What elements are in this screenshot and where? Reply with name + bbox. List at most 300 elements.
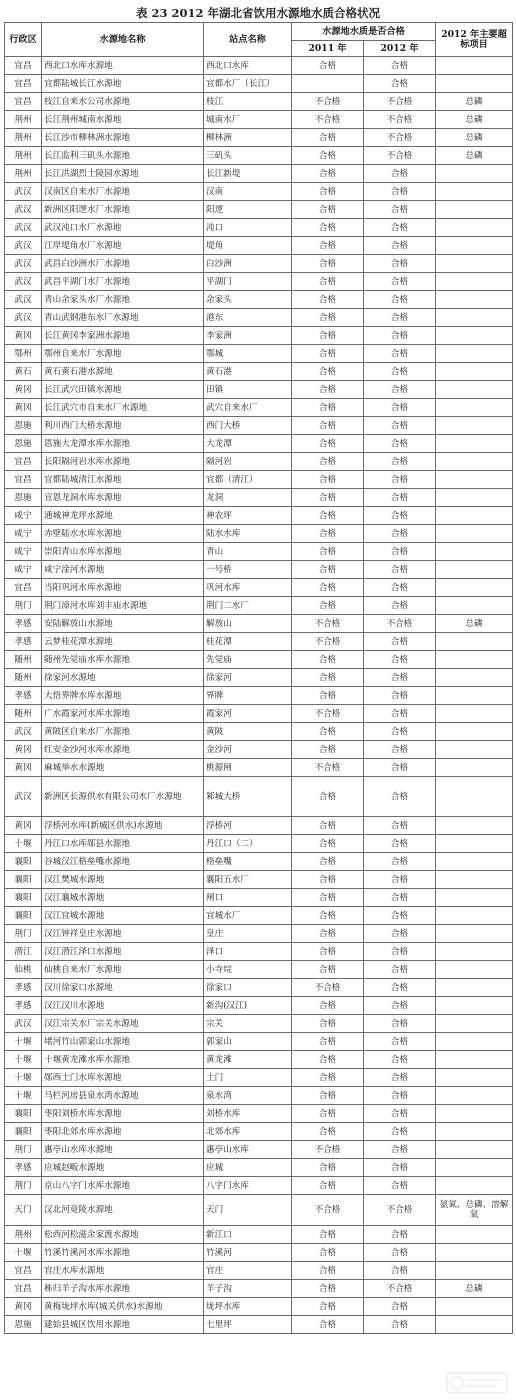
cell-source: 鄂州自来水厂水源地 xyxy=(42,345,204,363)
cell-station: 一号桥 xyxy=(204,561,292,579)
cell-region: 咸宁 xyxy=(5,525,42,543)
cell-2011: 合格 xyxy=(292,777,364,817)
cell-2011: 合格 xyxy=(292,471,364,489)
cell-exceed xyxy=(436,1033,513,1051)
table-row xyxy=(5,651,513,669)
cell-region: 随州 xyxy=(5,651,42,669)
cell-region: 武汉 xyxy=(5,291,42,309)
cell-exceed xyxy=(436,471,513,489)
cell-2011: 合格 xyxy=(292,943,364,961)
cell-2012: 合格 xyxy=(364,943,436,961)
cell-station: 格垒嘴 xyxy=(204,853,292,871)
cell-exceed xyxy=(436,273,513,291)
table-row xyxy=(5,687,513,705)
cell-exceed xyxy=(436,579,513,597)
cell-region: 随州 xyxy=(5,669,42,687)
table-row xyxy=(5,201,513,219)
cell-region: 孝感 xyxy=(5,633,42,651)
cell-region: 武汉 xyxy=(5,237,42,255)
cell-source: 长江洪湖烈士陵园水源地 xyxy=(42,165,204,183)
cell-station: 神农坪 xyxy=(204,507,292,525)
table-row xyxy=(5,273,513,291)
cell-station: 小寺垸 xyxy=(204,961,292,979)
cell-2011: 合格 xyxy=(292,399,364,417)
cell-source: 惠亭山水库水源地 xyxy=(42,1141,204,1159)
cell-region: 荆门 xyxy=(5,1141,42,1159)
cell-2012: 合格 xyxy=(364,651,436,669)
cell-exceed xyxy=(436,363,513,381)
cell-source: 恩施大龙潭水库水源地 xyxy=(42,435,204,453)
cell-2011: 不合格 xyxy=(292,1195,364,1226)
cell-2011: 合格 xyxy=(292,1226,364,1244)
cell-exceed xyxy=(436,75,513,93)
cell-station: 泽口 xyxy=(204,943,292,961)
cell-region: 十堰 xyxy=(5,1051,42,1069)
cell-2011: 合格 xyxy=(292,889,364,907)
cell-2012: 合格 xyxy=(364,201,436,219)
cell-exceed xyxy=(436,525,513,543)
cell-exceed xyxy=(436,381,513,399)
cell-source: 应城赵畈水源地 xyxy=(42,1159,204,1177)
cell-2012: 不合格 xyxy=(364,111,436,129)
cell-station: 汉南 xyxy=(204,183,292,201)
cell-exceed xyxy=(436,1316,513,1334)
cell-2012: 合格 xyxy=(364,1105,436,1123)
table-row xyxy=(5,1159,513,1177)
cell-exceed xyxy=(436,399,513,417)
cell-2012: 合格 xyxy=(364,979,436,997)
cell-region: 荆州 xyxy=(5,129,42,147)
cell-source: 堵河竹山郭家山水源地 xyxy=(42,1033,204,1051)
cell-station: 田镇 xyxy=(204,381,292,399)
cell-region: 仙桃 xyxy=(5,961,42,979)
cell-exceed xyxy=(436,327,513,345)
cell-region: 黄冈 xyxy=(5,741,42,759)
cell-source: 汉江汉川水源地 xyxy=(42,997,204,1015)
cell-region: 黄石 xyxy=(5,363,42,381)
cell-exceed xyxy=(436,201,513,219)
cell-exceed xyxy=(436,597,513,615)
cell-source: 黄梅垅坪水库(城关供水)水源地 xyxy=(42,1298,204,1316)
cell-2012: 合格 xyxy=(364,237,436,255)
cell-exceed xyxy=(436,1051,513,1069)
table-row xyxy=(5,1069,513,1087)
cell-exceed xyxy=(436,1159,513,1177)
cell-2011: 不合格 xyxy=(292,1141,364,1159)
cell-source: 长江武穴田镇水源地 xyxy=(42,381,204,399)
cell-station: 隔河岩 xyxy=(204,453,292,471)
cell-station: 白沙洲 xyxy=(204,255,292,273)
cell-region: 随州 xyxy=(5,705,42,723)
cell-exceed xyxy=(436,1069,513,1087)
cell-2011: 合格 xyxy=(292,165,364,183)
cell-2012: 合格 xyxy=(364,399,436,417)
cell-2012: 合格 xyxy=(364,1123,436,1141)
cell-source: 武汉沌口水厂水源地 xyxy=(42,219,204,237)
cell-2011: 合格 xyxy=(292,1280,364,1298)
cell-region: 黄冈 xyxy=(5,759,42,777)
cell-2011: 合格 xyxy=(292,1051,364,1069)
cell-source: 宣恩龙洞水库水源地 xyxy=(42,489,204,507)
cell-2012: 合格 xyxy=(364,1298,436,1316)
cell-region: 武汉 xyxy=(5,219,42,237)
cell-2012: 合格 xyxy=(364,273,436,291)
cell-source: 汉川徐家口水源地 xyxy=(42,979,204,997)
cell-source: 郧西土门水库水源地 xyxy=(42,1069,204,1087)
header-station: 站点名称 xyxy=(204,23,292,57)
cell-exceed xyxy=(436,453,513,471)
cell-2011: 合格 xyxy=(292,147,364,165)
cell-exceed xyxy=(436,489,513,507)
cell-exceed xyxy=(436,57,513,75)
cell-region: 武汉 xyxy=(5,273,42,291)
cell-station: 宜都水厂（长江） xyxy=(204,75,292,93)
table-row xyxy=(5,979,513,997)
cell-2012: 不合格 xyxy=(364,129,436,147)
cell-2012: 合格 xyxy=(364,417,436,435)
cell-region: 宜昌 xyxy=(5,453,42,471)
cell-2012: 合格 xyxy=(364,961,436,979)
cell-exceed xyxy=(436,1015,513,1033)
cell-2012: 合格 xyxy=(364,907,436,925)
table-row xyxy=(5,435,513,453)
cell-source: 谷城汉江格垒嘴水源地 xyxy=(42,853,204,871)
cell-source: 官庄水库水源地 xyxy=(42,1262,204,1280)
table-row xyxy=(5,705,513,723)
table-row xyxy=(5,853,513,871)
cell-station: 城南水厂 xyxy=(204,111,292,129)
cell-station: 黄龙滩 xyxy=(204,1051,292,1069)
table-row xyxy=(5,1280,513,1298)
table-row xyxy=(5,129,513,147)
cell-2012: 不合格 xyxy=(364,1195,436,1226)
cell-region: 黄冈 xyxy=(5,817,42,835)
cell-exceed xyxy=(436,1262,513,1280)
cell-2011: 合格 xyxy=(292,741,364,759)
cell-exceed xyxy=(436,1123,513,1141)
cell-2011: 不合格 xyxy=(292,111,364,129)
cell-exceed xyxy=(436,705,513,723)
cell-exceed xyxy=(436,183,513,201)
table-row xyxy=(5,871,513,889)
watermark-logo-icon xyxy=(446,1372,508,1394)
header-2011: 2011 年 xyxy=(292,41,364,57)
header-source: 水源地名称 xyxy=(42,23,204,57)
table-row xyxy=(5,597,513,615)
cell-region: 恩施 xyxy=(5,417,42,435)
table-row xyxy=(5,183,513,201)
cell-region: 襄阳 xyxy=(5,853,42,871)
cell-station: 闸口 xyxy=(204,889,292,907)
cell-2012: 合格 xyxy=(364,525,436,543)
cell-exceed: 总磷 xyxy=(436,1280,513,1298)
cell-2012: 合格 xyxy=(364,165,436,183)
table-row xyxy=(5,75,513,93)
cell-2011: 合格 xyxy=(292,1033,364,1051)
cell-2011: 合格 xyxy=(292,183,364,201)
table-row xyxy=(5,165,513,183)
cell-2011: 合格 xyxy=(292,579,364,597)
cell-2011: 合格 xyxy=(292,543,364,561)
cell-2012: 合格 xyxy=(364,835,436,853)
cell-2012: 合格 xyxy=(364,687,436,705)
cell-source: 宜都陆城长江水源地 xyxy=(42,75,204,93)
cell-exceed: 氨氮、总磷、溶解氧 xyxy=(436,1195,513,1226)
cell-station: 皇庄 xyxy=(204,925,292,943)
table-row xyxy=(5,1051,513,1069)
cell-region: 咸宁 xyxy=(5,507,42,525)
table-row xyxy=(5,615,513,633)
cell-exceed xyxy=(436,1177,513,1195)
table-row xyxy=(5,345,513,363)
cell-exceed xyxy=(436,165,513,183)
cell-region: 恩施 xyxy=(5,435,42,453)
table-row xyxy=(5,147,513,165)
cell-station: 应城 xyxy=(204,1159,292,1177)
cell-exceed xyxy=(436,417,513,435)
page-title: 表 23 2012 年湖北省饮用水源地水质合格状况 xyxy=(135,6,381,20)
table-row xyxy=(5,219,513,237)
cell-2012: 合格 xyxy=(364,183,436,201)
table-row xyxy=(5,399,513,417)
cell-2011: 合格 xyxy=(292,129,364,147)
table-row xyxy=(5,1177,513,1195)
cell-station: 丹江口（二） xyxy=(204,835,292,853)
cell-2012: 合格 xyxy=(364,579,436,597)
cell-2011: 合格 xyxy=(292,417,364,435)
cell-2012: 合格 xyxy=(364,1051,436,1069)
cell-station: 霞家河 xyxy=(204,705,292,723)
cell-source: 新洲区阳逻水厂水源地 xyxy=(42,201,204,219)
cell-region: 宜昌 xyxy=(5,93,42,111)
cell-station: 界牌 xyxy=(204,687,292,705)
cell-exceed: 总磷 xyxy=(436,93,513,111)
cell-exceed xyxy=(436,219,513,237)
cell-region: 宜昌 xyxy=(5,471,42,489)
table-row xyxy=(5,57,513,75)
cell-2012: 合格 xyxy=(364,381,436,399)
header-region: 行政区 xyxy=(5,23,42,57)
cell-station: 羊子沟 xyxy=(204,1280,292,1298)
cell-2011: 合格 xyxy=(292,1105,364,1123)
cell-2011: 合格 xyxy=(292,925,364,943)
cell-source: 安陆解放山水源地 xyxy=(42,615,204,633)
cell-source: 竹溪竹溪河水库水源地 xyxy=(42,1244,204,1262)
cell-2011: 合格 xyxy=(292,345,364,363)
cell-station: 西门大桥 xyxy=(204,417,292,435)
cell-region: 襄阳 xyxy=(5,889,42,907)
cell-station: 宜城水厂 xyxy=(204,907,292,925)
cell-2012: 合格 xyxy=(364,507,436,525)
table-row xyxy=(5,759,513,777)
table-row xyxy=(5,961,513,979)
cell-station: 郭家山 xyxy=(204,1033,292,1051)
cell-2012: 合格 xyxy=(364,363,436,381)
cell-2012: 合格 xyxy=(364,57,436,75)
cell-source: 汉江宗关水厂宗关水源地 xyxy=(42,1015,204,1033)
cell-region: 天门 xyxy=(5,1195,42,1226)
cell-exceed xyxy=(436,741,513,759)
cell-2012: 合格 xyxy=(364,1069,436,1087)
cell-exceed xyxy=(436,961,513,979)
cell-station: 浮桥河 xyxy=(204,817,292,835)
cell-source: 利川西门大桥水源地 xyxy=(42,417,204,435)
cell-2012: 合格 xyxy=(364,1262,436,1280)
cell-source: 仙桃自来水厂水源地 xyxy=(42,961,204,979)
cell-2012: 不合格 xyxy=(364,615,436,633)
cell-station: 解放山 xyxy=(204,615,292,633)
table-row xyxy=(5,1141,513,1159)
cell-station: 刘桥水库 xyxy=(204,1105,292,1123)
water-quality-table xyxy=(4,22,513,1334)
cell-source: 黄陂区自来水厂水源地 xyxy=(42,723,204,741)
cell-source: 武昌平湖门水厂水源地 xyxy=(42,273,204,291)
cell-exceed xyxy=(436,723,513,741)
table-row xyxy=(5,327,513,345)
table-row xyxy=(5,817,513,835)
cell-2012: 合格 xyxy=(364,705,436,723)
cell-2011 xyxy=(292,75,364,93)
cell-station: 长江新堤 xyxy=(204,165,292,183)
cell-exceed xyxy=(436,817,513,835)
cell-2011: 不合格 xyxy=(292,979,364,997)
cell-2012: 合格 xyxy=(364,1033,436,1051)
cell-station: 黄石港 xyxy=(204,363,292,381)
cell-region: 武汉 xyxy=(5,309,42,327)
cell-source: 枣阳北郊水库水源地 xyxy=(42,1123,204,1141)
cell-region: 孝感 xyxy=(5,979,42,997)
cell-source: 江岸堤角水厂水源地 xyxy=(42,237,204,255)
cell-2011: 合格 xyxy=(292,1262,364,1280)
cell-region: 襄阳 xyxy=(5,1105,42,1123)
cell-2012: 合格 xyxy=(364,633,436,651)
table-row xyxy=(5,943,513,961)
cell-exceed xyxy=(436,651,513,669)
cell-station: 武穴自来水厂 xyxy=(204,399,292,417)
cell-2012: 合格 xyxy=(364,327,436,345)
cell-2011: 合格 xyxy=(292,835,364,853)
cell-source: 秭归羊子沟水库水源地 xyxy=(42,1280,204,1298)
cell-source: 十堰黄龙滩水库水源地 xyxy=(42,1051,204,1069)
cell-station: 鄂城 xyxy=(204,345,292,363)
cell-station: 宗关 xyxy=(204,1015,292,1033)
cell-2011: 合格 xyxy=(292,687,364,705)
cell-region: 孝感 xyxy=(5,997,42,1015)
cell-2012: 合格 xyxy=(364,561,436,579)
table-row xyxy=(5,1244,513,1262)
table-row xyxy=(5,507,513,525)
cell-source: 汉江樊城水源地 xyxy=(42,871,204,889)
cell-station: 徐家口 xyxy=(204,979,292,997)
cell-region: 宜昌 xyxy=(5,1280,42,1298)
cell-source: 京山八字门水库水源地 xyxy=(42,1177,204,1195)
cell-2012: 合格 xyxy=(364,997,436,1015)
cell-source: 青山武钢港东水厂水源地 xyxy=(42,309,204,327)
cell-station: 襄阳五水厂 xyxy=(204,871,292,889)
cell-2012: 合格 xyxy=(364,1316,436,1334)
cell-region: 十堰 xyxy=(5,1033,42,1051)
cell-station: 土门 xyxy=(204,1069,292,1087)
cell-exceed xyxy=(436,561,513,579)
cell-2011: 合格 xyxy=(292,817,364,835)
cell-source: 赤壁陆水水库水源地 xyxy=(42,525,204,543)
cell-2012: 合格 xyxy=(364,435,436,453)
cell-source: 长江沙市柳林洲水源地 xyxy=(42,129,204,147)
cell-exceed xyxy=(436,687,513,705)
cell-2011: 合格 xyxy=(292,309,364,327)
cell-exceed xyxy=(436,979,513,997)
table-row xyxy=(5,1298,513,1316)
table-row xyxy=(5,561,513,579)
cell-exceed xyxy=(436,309,513,327)
cell-region: 武汉 xyxy=(5,723,42,741)
cell-exceed xyxy=(436,507,513,525)
table-row xyxy=(5,1015,513,1033)
cell-region: 十堰 xyxy=(5,835,42,853)
cell-region: 宜昌 xyxy=(5,75,42,93)
cell-region: 武汉 xyxy=(5,1015,42,1033)
cell-region: 咸宁 xyxy=(5,561,42,579)
cell-source: 汉江襄城水源地 xyxy=(42,889,204,907)
table-row xyxy=(5,1105,513,1123)
cell-region: 宜昌 xyxy=(5,57,42,75)
cell-source: 新洲区长源供水有限公司水厂水源地 xyxy=(42,777,204,817)
table-body xyxy=(5,57,513,1334)
cell-2011: 不合格 xyxy=(292,615,364,633)
cell-source: 西北口水库水源地 xyxy=(42,57,204,75)
cell-source: 长江武穴市自来水厂水源地 xyxy=(42,399,204,417)
cell-station: 大龙潭 xyxy=(204,435,292,453)
cell-source: 浮桥河水库(新城区供水)水源地 xyxy=(42,817,204,835)
cell-region: 恩施 xyxy=(5,1316,42,1334)
cell-source: 云梦桂花潭水源地 xyxy=(42,633,204,651)
cell-source: 武昌白沙洲水厂水源地 xyxy=(42,255,204,273)
cell-source: 广水霞家河水库水源地 xyxy=(42,705,204,723)
cell-station: 徐家河 xyxy=(204,669,292,687)
cell-source: 大悟界牌水库水源地 xyxy=(42,687,204,705)
cell-2012: 合格 xyxy=(364,255,436,273)
table-row xyxy=(5,291,513,309)
cell-station: 陆水水库 xyxy=(204,525,292,543)
cell-source: 松西河松滋余家渡水源地 xyxy=(42,1226,204,1244)
cell-region: 宜昌 xyxy=(5,579,42,597)
cell-region: 黄冈 xyxy=(5,399,42,417)
table-row xyxy=(5,579,513,597)
cell-source: 当阳巩河水库水源地 xyxy=(42,579,204,597)
cell-station: 黄陂 xyxy=(204,723,292,741)
cell-2011: 合格 xyxy=(292,1069,364,1087)
cell-exceed xyxy=(436,435,513,453)
cell-source: 宜都陆城清江水源地 xyxy=(42,471,204,489)
table-row xyxy=(5,907,513,925)
cell-source: 建始县城区饮用水源地 xyxy=(42,1316,204,1334)
cell-region: 黄冈 xyxy=(5,327,42,345)
cell-2012: 合格 xyxy=(364,453,436,471)
cell-2011: 合格 xyxy=(292,1123,364,1141)
table-row xyxy=(5,1123,513,1141)
cell-station: 垅坪水库 xyxy=(204,1298,292,1316)
cell-2012: 合格 xyxy=(364,1159,436,1177)
cell-region: 荆门 xyxy=(5,597,42,615)
table-row xyxy=(5,237,513,255)
cell-region: 武汉 xyxy=(5,201,42,219)
cell-source: 枝江自来水公司水源地 xyxy=(42,93,204,111)
cell-2012: 合格 xyxy=(364,741,436,759)
cell-2012: 不合格 xyxy=(364,147,436,165)
cell-source: 丹江口水库郧县水源地 xyxy=(42,835,204,853)
cell-region: 荆州 xyxy=(5,1226,42,1244)
cell-source: 汉江宜城水源地 xyxy=(42,907,204,925)
